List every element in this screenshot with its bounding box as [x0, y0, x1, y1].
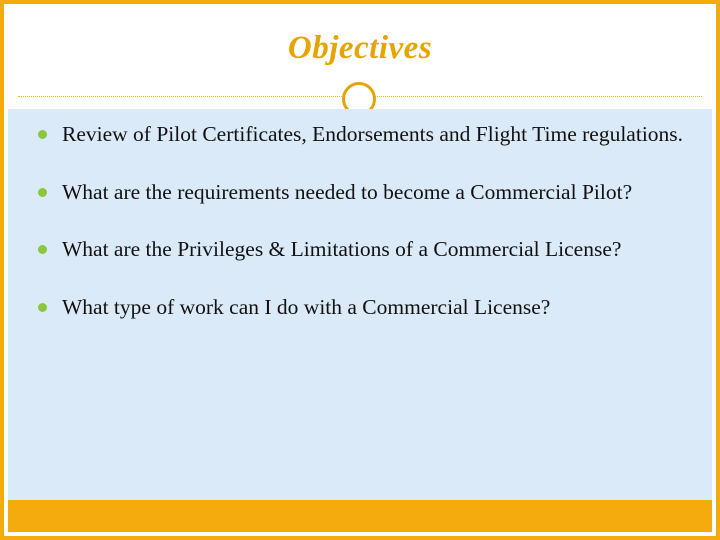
list-item [34, 236, 686, 264]
list-item-text: What are the requirements needed to become a Commercial Pilot? [62, 179, 633, 204]
list-item-text: What are the Privileges & Limitations of a Commercial License? [62, 237, 622, 262]
list-item-text: Review of Pilot Certificates, Endorsements and Flight Time regulations. [62, 122, 684, 146]
list-item [34, 121, 686, 149]
page-title: Objectives [287, 30, 433, 66]
footer-bar [8, 500, 712, 532]
bullet-dot-icon [38, 130, 47, 139]
bullet-dot-icon [38, 188, 47, 197]
bullet-dot-icon [38, 303, 47, 312]
list-item [34, 179, 686, 207]
bullet-list [34, 121, 686, 321]
slide-body [8, 109, 712, 500]
list-item [34, 294, 686, 322]
bullet-dot-icon [38, 245, 47, 254]
list-item-text: What type of work can I do with a Commercial License? [62, 294, 551, 319]
slide-title-area [4, 4, 716, 100]
